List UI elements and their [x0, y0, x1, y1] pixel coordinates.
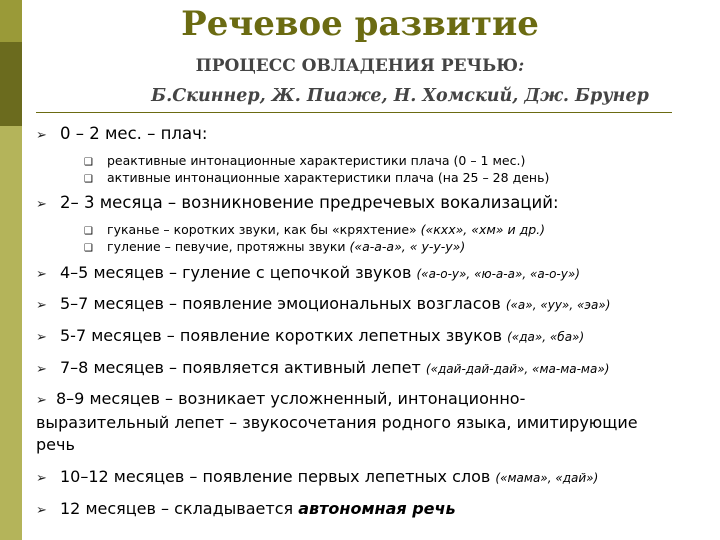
square-bullet-icon: ❑ — [84, 157, 93, 168]
item-text: 10–12 месяцев – появление первых лепетных слов — [60, 467, 496, 486]
arrow-bullet-icon: ➢ — [36, 330, 47, 345]
sub-list-item — [84, 239, 465, 254]
square-bullet-icon: ❑ — [84, 174, 93, 185]
item-text: 0 – 2 мес. – плач: — [60, 124, 208, 143]
sub-item-text: активные интонационные характеристики плача (на 25 – 28 день) — [107, 170, 550, 185]
item-text: 4–5 месяцев – гуление с цепочкой звуков — [60, 263, 417, 282]
item-text: 8–9 месяцев – возникает усложненный, интонационно-выразительный лепет – звукосочетания родного языка, имитирующие речь — [36, 389, 638, 454]
list-item — [36, 326, 584, 345]
slide-title: Речевое развитие — [181, 4, 539, 44]
sidebar-band-bottom — [0, 126, 22, 540]
item-text: 12 месяцев – складывается — [60, 499, 299, 518]
subtitle-colon: : — [518, 56, 525, 76]
sub-list-item — [84, 222, 545, 237]
item-example: («а-о-у», «ю-а-а», «а-о-у») — [416, 267, 580, 281]
arrow-bullet-icon: ➢ — [36, 471, 47, 486]
item-text: 2– 3 месяца – возникновение предречевых вокализаций: — [60, 193, 559, 212]
subtitle-text: ПРОЦЕСС ОВЛАДЕНИЯ РЕЧЬЮ — [195, 56, 519, 76]
arrow-bullet-icon: ➢ — [36, 267, 47, 282]
item-text: 5–7 месяцев – появление эмоциональных возгласов — [60, 294, 506, 313]
title-underline — [36, 112, 672, 113]
sub-item-example: («кхх», «хм» и др.) — [420, 222, 546, 237]
item-example: («да», «ба») — [507, 330, 585, 344]
arrow-bullet-icon: ➢ — [36, 197, 47, 212]
item-example: («мама», «дай») — [495, 471, 599, 485]
sub-list-item — [84, 170, 549, 185]
arrow-bullet-icon: ➢ — [36, 503, 47, 518]
sidebar-band-middle — [0, 42, 22, 126]
item-emphasis: автономная речь — [298, 499, 456, 518]
list-item — [36, 193, 559, 212]
list-item — [36, 388, 656, 456]
list-item — [36, 263, 580, 282]
sub-list-item — [84, 153, 525, 168]
sub-item-text: гуканье – коротких звуки, как бы «кряхтение» — [107, 222, 421, 237]
list-item — [36, 124, 207, 143]
square-bullet-icon: ❑ — [84, 243, 93, 254]
arrow-bullet-icon: ➢ — [36, 128, 47, 143]
arrow-bullet-icon: ➢ — [36, 298, 47, 313]
list-item — [36, 294, 610, 313]
square-bullet-icon: ❑ — [84, 226, 93, 237]
list-item — [36, 358, 609, 377]
authors-line: Б.Скиннер, Ж. Пиаже, Н. Хомский, Дж. Брунер — [151, 86, 649, 106]
item-text: 7–8 месяцев – появляется активный лепет — [60, 358, 426, 377]
list-item — [36, 467, 598, 486]
sub-item-example: («а-а-а», « у-у-у») — [349, 239, 466, 254]
slide-subtitle — [0, 56, 720, 76]
item-example: («дай-дай-дай», «ма-ма-ма») — [425, 362, 610, 376]
sub-item-text: реактивные интонационные характеристики плача (0 – 1 мес.) — [107, 153, 526, 168]
arrow-bullet-icon: ➢ — [36, 393, 47, 408]
sub-item-text: гуление – певучие, протяжны звуки — [107, 239, 350, 254]
arrow-bullet-icon: ➢ — [36, 362, 47, 377]
item-example: («а», «уу», «эа») — [505, 298, 611, 312]
list-item — [36, 499, 456, 518]
sidebar-decoration — [0, 0, 22, 540]
item-text: 5-7 месяцев – появление коротких лепетных звуков — [60, 326, 508, 345]
